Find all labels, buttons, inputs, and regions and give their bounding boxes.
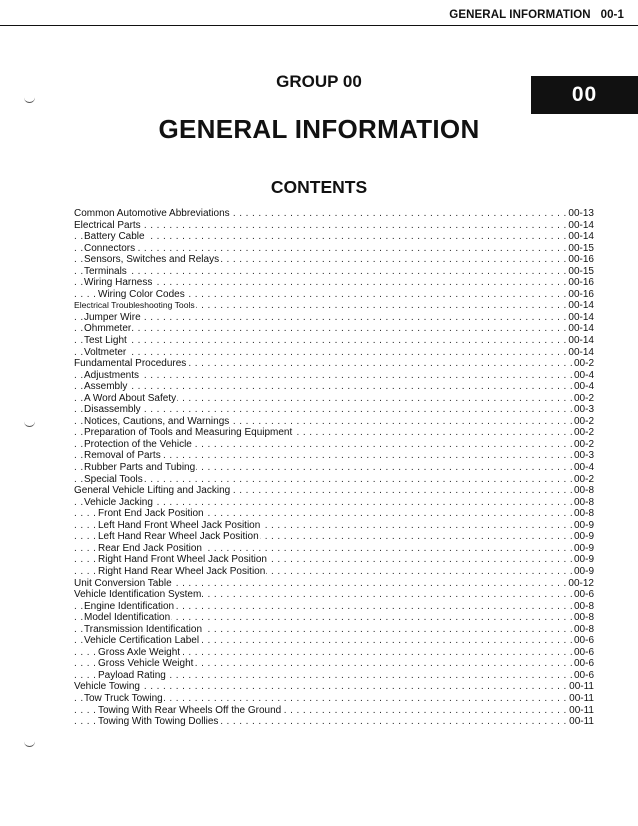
toc-entry-page: 00-9 xyxy=(573,542,594,554)
toc-entry-label: . . . Vehicle Identification System xyxy=(74,589,202,601)
toc-entry-label: . . . Towing With Towing Dollies xyxy=(98,716,219,728)
toc-entry-label: . . . Sensors, Switches and Relays xyxy=(84,254,220,266)
toc-entry[interactable] xyxy=(74,323,594,335)
toc-entry-page: 00-11 xyxy=(569,716,594,728)
toc-entry-label: . . . A Word About Safety xyxy=(84,392,177,404)
toc-entry[interactable] xyxy=(74,404,594,416)
toc-entry-label: . . . Left Hand Front Wheel Jack Position xyxy=(98,519,261,531)
toc-entry[interactable] xyxy=(74,554,594,566)
toc-entry-label: . . . Battery Cable xyxy=(84,231,145,243)
toc-entry[interactable] xyxy=(74,624,594,636)
toc-entry[interactable] xyxy=(74,497,594,509)
toc-entry-page: 00-2 xyxy=(573,427,594,439)
toc-entry-label: . . . Voltmeter xyxy=(84,346,127,358)
toc-entry[interactable] xyxy=(74,601,594,613)
toc-entry[interactable] xyxy=(74,635,594,647)
running-header xyxy=(0,8,638,26)
toc-entry-label: . . . Disassembly xyxy=(84,404,141,416)
toc-entry[interactable] xyxy=(74,578,594,590)
toc-entry-label: . . . Engine Identification xyxy=(84,600,175,612)
toc-entry-page: 00-8 xyxy=(573,496,594,508)
toc-entry[interactable] xyxy=(74,543,594,555)
toc-entry[interactable] xyxy=(74,681,594,693)
page-title: GENERAL INFORMATION xyxy=(158,114,480,144)
toc-entry[interactable] xyxy=(74,658,594,670)
toc-entry-label: . . . Assembly xyxy=(84,381,128,393)
toc-entry[interactable] xyxy=(74,231,594,243)
toc-entry-label: . . . Wiring Color Codes xyxy=(98,288,185,300)
toc-entry-page: 00-16 xyxy=(568,277,594,289)
toc-entry-page: 00-14 xyxy=(568,335,594,347)
toc-entry-label: . . . Gross Vehicle Weight xyxy=(98,658,194,670)
toc-entry-label: . . . Adjustments xyxy=(84,369,140,381)
toc-entry-label: . . . Ohmmeter xyxy=(84,323,132,335)
binding-mark xyxy=(24,96,35,103)
toc-entry-label: . . . Wiring Harness xyxy=(84,277,153,289)
toc-entry[interactable] xyxy=(74,427,594,439)
toc-entry[interactable] xyxy=(74,439,594,451)
toc-entry[interactable] xyxy=(74,277,594,289)
toc-entry-label: . . . Unit Conversion Table xyxy=(74,577,172,589)
toc-entry-page: 00-16 xyxy=(568,288,594,300)
toc-entry[interactable] xyxy=(74,358,594,370)
toc-entry-page: 00-9 xyxy=(573,554,594,566)
toc-entry-label: . . . Front End Jack Position xyxy=(98,508,204,520)
toc-entry-page: 00-14 xyxy=(568,311,594,323)
toc-entry-label: . . . Notices, Cautions, and Warnings xyxy=(84,415,230,427)
toc-entry-page: 00-6 xyxy=(573,669,594,681)
toc-entry-label: . . . Vehicle Certification Label xyxy=(84,635,200,647)
toc-entry[interactable] xyxy=(74,208,594,220)
toc-entry-page: 00-14 xyxy=(568,300,594,312)
toc-entry[interactable] xyxy=(74,589,594,601)
toc-entry[interactable] xyxy=(74,508,594,520)
table-of-contents xyxy=(74,208,594,728)
toc-entry-page: 00-4 xyxy=(573,369,594,381)
toc-entry-page: 00-12 xyxy=(568,577,594,589)
toc-entry[interactable] xyxy=(74,705,594,717)
toc-entry-label: . . . Right Hand Front Wheel Jack Position xyxy=(98,554,267,566)
toc-entry[interactable] xyxy=(74,347,594,359)
toc-entry-label: . . . Jumper Wire xyxy=(84,311,141,323)
toc-entry-page: 00-2 xyxy=(573,473,594,485)
toc-entry-page: 00-9 xyxy=(573,519,594,531)
toc-entry-page: 00-15 xyxy=(568,265,594,277)
toc-entry-label: . . . Rear End Jack Position xyxy=(98,542,202,554)
toc-entry-label: . . . Transmission Identification xyxy=(84,623,203,635)
toc-entry[interactable] xyxy=(74,531,594,543)
running-header-title: GENERAL INFORMATION 00-1 xyxy=(449,9,624,21)
toc-entry[interactable] xyxy=(74,416,594,428)
toc-entry-label: . . . General Vehicle Lifting and Jacking xyxy=(74,485,231,497)
toc-entry-page: 00-11 xyxy=(569,692,594,704)
toc-entry-label: . . . Gross Axle Weight xyxy=(98,646,181,658)
toc-entry-page: 00-13 xyxy=(568,208,594,219)
toc-entry-label: . . . Vehicle Jacking xyxy=(84,496,153,508)
toc-entry-page: 00-9 xyxy=(573,565,594,577)
toc-entry-label: . . . Protection of the Vehicle xyxy=(84,438,192,450)
toc-entry-label: . . . Left Hand Rear Wheel Jack Position xyxy=(98,531,259,543)
toc-entry-label: . . . Electrical Parts xyxy=(74,219,141,231)
contents-heading: CONTENTS xyxy=(270,177,368,197)
toc-entry-label: . . . Preparation of Tools and Measuring Equipment xyxy=(84,427,293,439)
toc-entry[interactable] xyxy=(74,381,594,393)
toc-entry-page: 00-4 xyxy=(573,381,594,393)
toc-entry[interactable] xyxy=(74,462,594,474)
toc-entry-page: 00-8 xyxy=(573,600,594,612)
toc-entry-page: 00-14 xyxy=(568,219,594,231)
toc-entry-page: 00-2 xyxy=(573,438,594,450)
binding-mark xyxy=(24,420,35,427)
toc-entry-page: 00-15 xyxy=(568,242,594,254)
toc-entry-page: 00-8 xyxy=(573,623,594,635)
toc-entry[interactable] xyxy=(74,254,594,266)
toc-entry-page: 00-8 xyxy=(573,508,594,520)
toc-entry-label: . . . Model Identification xyxy=(84,612,171,624)
toc-entry[interactable] xyxy=(74,300,594,312)
toc-entry[interactable] xyxy=(74,370,594,382)
toc-entry-page: 00-11 xyxy=(569,681,594,693)
toc-entry[interactable] xyxy=(74,243,594,255)
toc-entry[interactable] xyxy=(74,450,594,462)
toc-entry-page: 00-16 xyxy=(568,254,594,266)
toc-entry-page: 00-14 xyxy=(568,346,594,358)
toc-entry[interactable] xyxy=(74,312,594,324)
toc-entry-page: 00-2 xyxy=(573,358,594,370)
toc-entry[interactable] xyxy=(74,335,594,347)
toc-entry-page: 00-6 xyxy=(573,658,594,670)
group-title: GROUP 00 xyxy=(276,72,362,91)
toc-entry-page: 00-2 xyxy=(573,392,594,404)
binding-mark xyxy=(24,740,35,747)
toc-entry-label: . . . Rubber Parts and Tubing xyxy=(84,462,196,474)
toc-entry-page: 00-2 xyxy=(573,415,594,427)
toc-entry[interactable] xyxy=(74,693,594,705)
toc-entry-page: 00-4 xyxy=(573,462,594,474)
toc-entry-page: 00-14 xyxy=(568,323,594,335)
toc-entry-page: 00-6 xyxy=(573,635,594,647)
toc-entry-label: . . . Special Tools xyxy=(84,473,143,485)
toc-entry-page: 00-6 xyxy=(573,646,594,658)
toc-entry[interactable] xyxy=(74,485,594,497)
toc-entry-label: . . . Fundamental Procedures xyxy=(74,358,187,370)
toc-entry-label: . . . Right Hand Rear Wheel Jack Position xyxy=(98,565,266,577)
section-tab: 00 xyxy=(531,76,638,114)
toc-entry[interactable] xyxy=(74,266,594,278)
toc-entry-page: 00-11 xyxy=(569,704,594,716)
toc-entry[interactable] xyxy=(74,716,594,728)
toc-entry-label: . . . Vehicle Towing xyxy=(74,681,140,693)
toc-entry[interactable] xyxy=(74,566,594,578)
toc-entry[interactable] xyxy=(74,612,594,624)
toc-entry-label: . . . Test Light xyxy=(84,335,127,347)
toc-entry-label: . . . Towing With Rear Wheels Off the Ground xyxy=(98,704,282,716)
toc-entry-page: 00-8 xyxy=(573,612,594,624)
toc-entry[interactable] xyxy=(74,289,594,301)
toc-entry-label: . . . Terminals xyxy=(84,265,127,277)
toc-entry-label: . . . Payload Rating xyxy=(98,669,166,681)
toc-entry[interactable] xyxy=(74,520,594,532)
toc-entry-label: . . . Removal of Parts xyxy=(84,450,161,462)
toc-entry[interactable] xyxy=(74,220,594,232)
toc-entry-page: 00-3 xyxy=(573,450,594,462)
toc-entry-page: 00-8 xyxy=(573,485,594,497)
toc-entry[interactable] xyxy=(74,670,594,682)
toc-entry-label: . . . Electrical Troubleshooting Tools xyxy=(74,300,195,311)
toc-entry[interactable] xyxy=(74,647,594,659)
toc-entry[interactable] xyxy=(74,474,594,486)
toc-entry-page: 00-14 xyxy=(568,231,594,243)
toc-entry-page: 00-9 xyxy=(573,531,594,543)
toc-entry-page: 00-3 xyxy=(573,404,594,416)
toc-entry-label: . . . Common Automotive Abbreviations xyxy=(74,208,230,219)
toc-entry[interactable] xyxy=(74,393,594,405)
toc-entry-label: . . . Tow Truck Towing xyxy=(84,692,163,704)
toc-entry-label: . . . Connectors xyxy=(84,242,136,254)
toc-entry-page: 00-6 xyxy=(573,589,594,601)
